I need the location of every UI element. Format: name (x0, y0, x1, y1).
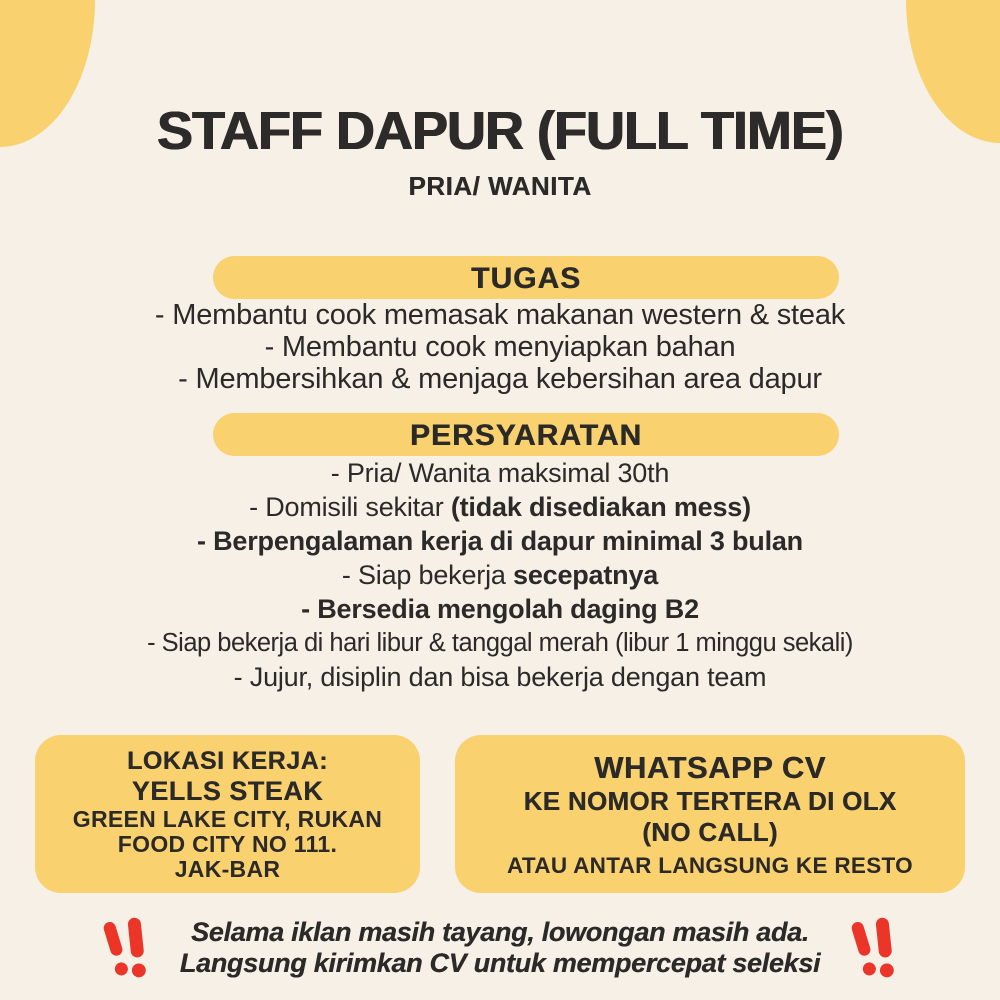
requirement-item: - Jujur, disiplin dan bisa bekerja dengan team (233, 662, 767, 692)
address-line: GREEN LAKE CITY, RUKAN (72, 805, 383, 832)
section-heading-persyaratan: PERSYARATAN (213, 413, 839, 456)
section-persyaratan (0, 413, 1000, 694)
footer-note (0, 912, 1000, 984)
footer-line: Langsung kirimkan CV untuk mempercepat seleksi (179, 948, 821, 978)
requirement-item: - Siap bekerja di hari libur & tanggal merah (libur 1 minggu sekali) (147, 629, 853, 657)
requirement-item: - Domisili sekitar (tidak disediakan mess) (249, 492, 751, 522)
section-tugas (0, 256, 1000, 395)
restaurant-name: YELLS STEAK (131, 775, 324, 806)
double-exclamation-icon (100, 912, 152, 984)
poster-header (0, 100, 1000, 202)
task-list (0, 299, 1000, 395)
poster-title: STAFF DAPUR (FULL TIME) (157, 101, 843, 161)
section-heading-tugas: TUGAS (213, 256, 839, 299)
footer-text (180, 917, 820, 979)
task-item: - Membersihkan & menjaga kebersihan area dapur (178, 363, 822, 395)
footer-line: Selama iklan masih tayang, lowongan masih ada. (191, 917, 809, 947)
contact-box (455, 735, 965, 893)
requirement-item: - Bersedia mengolah daging B2 (301, 594, 699, 624)
contact-title: WHATSAPP CV (594, 749, 826, 785)
info-boxes (35, 735, 965, 893)
location-label: LOKASI KERJA: (127, 746, 328, 775)
contact-line: ATAU ANTAR LANGSUNG KE RESTO (507, 852, 913, 878)
double-exclamation-icon (848, 912, 900, 984)
requirement-item: - Siap bekerja secepatnya (341, 560, 659, 590)
requirement-list (0, 456, 1000, 694)
requirement-item: - Berpengalaman kerja di dapur minimal 3 bulan (197, 526, 803, 556)
location-box (35, 735, 420, 893)
contact-line: KE NOMOR TERTERA DI OLX (523, 785, 897, 816)
requirement-item: - Pria/ Wanita maksimal 30th (330, 458, 670, 488)
poster-subtitle: PRIA/ WANITA (408, 171, 592, 201)
address-line: JAK-BAR (174, 855, 281, 882)
task-item: - Membantu cook menyiapkan bahan (264, 331, 736, 363)
address-line: FOOD CITY NO 111. (117, 830, 338, 857)
task-item: - Membantu cook memasak makanan western & steak (154, 299, 846, 331)
contact-line: (NO CALL) (642, 816, 778, 847)
